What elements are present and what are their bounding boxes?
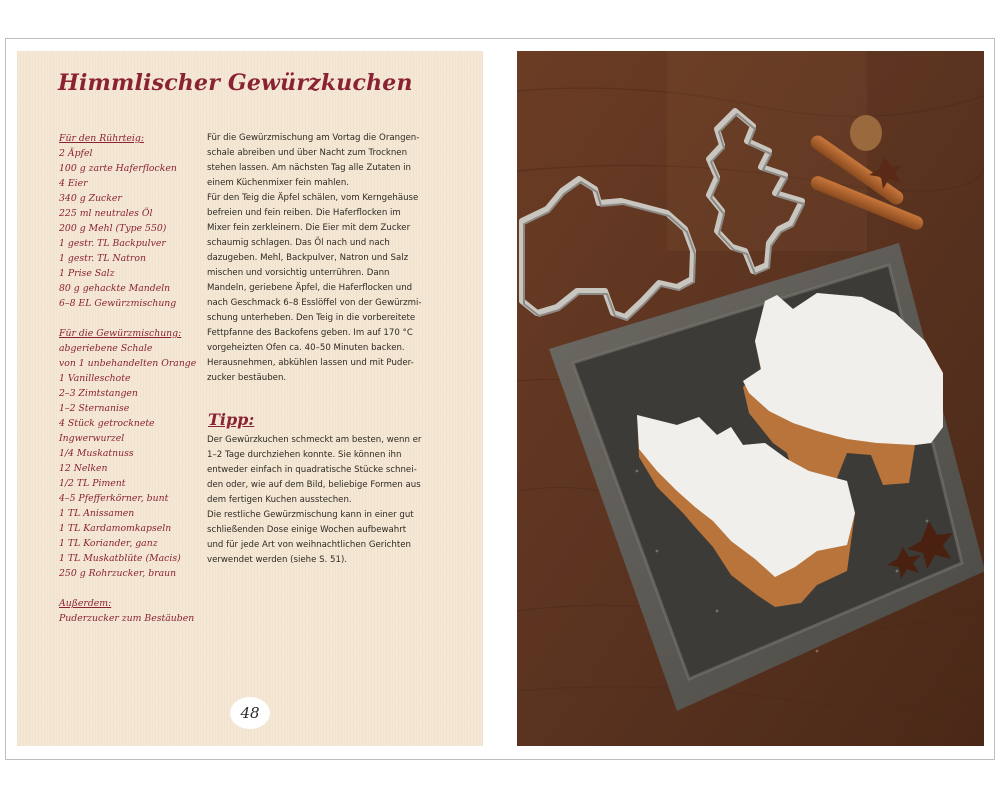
ingredient-line: 2 Äpfel — [59, 148, 93, 159]
ingredients-spice-heading: Für die Gewürzmischung: — [59, 328, 182, 339]
instruction-line: dazugeben. Mehl, Backpulver, Natron und Salz — [207, 253, 409, 263]
ingredients-spacer — [59, 581, 209, 596]
recipe-title: Himmlischer Gewürzkuchen — [58, 70, 413, 96]
ingredient-line: 80 g gehackte Mandeln — [59, 283, 171, 294]
ingredient-line: 250 g Rohrzucker, braun — [59, 568, 177, 579]
instruction-line: mischen und vorsichtig unterrühren. Dann — [207, 268, 390, 278]
ingredient-line: 2–3 Zimtstangen — [59, 388, 138, 399]
ingredient-line: 1 TL Muskatblüte (Macis) — [59, 553, 181, 564]
ingredient-line: 1 gestr. TL Backpulver — [59, 238, 166, 249]
instructions-text — [207, 131, 432, 386]
ingredient-line: 1–2 Sternanise — [59, 403, 130, 414]
ingredient-line: 1 TL Koriander, ganz — [59, 538, 158, 549]
ingredient-line: 12 Nelken — [59, 463, 108, 474]
page-number: 48 — [240, 704, 260, 722]
tip-line: verwendet werden (siehe S. 51). — [207, 555, 348, 565]
ingredient-line: 1/2 TL Piment — [59, 478, 126, 489]
ingredient-line: Ingwerwurzel — [59, 433, 125, 444]
page-number-badge — [230, 697, 270, 729]
ingredient-line: 340 g Zucker — [59, 193, 122, 204]
ingredient-line: 1 Vanilleschote — [59, 373, 131, 384]
tip-line: 1–2 Tage durchziehen konnte. Sie können ihn — [207, 450, 402, 460]
instruction-line: nach Geschmack 6–8 Esslöffel von der Gewürzmi- — [207, 298, 422, 308]
ingredient-line: 1 TL Kardamomkapseln — [59, 523, 172, 534]
ingredient-line: 4–5 Pfefferkörner, bunt — [59, 493, 169, 504]
instruction-line: befreien und fein reiben. Die Haferflocken im — [207, 208, 401, 218]
ingredient-line: Puderzucker zum Bestäuben — [59, 613, 195, 624]
photo-illustration — [517, 51, 984, 746]
ingredient-line: abgeriebene Schale — [59, 343, 153, 354]
ingredient-line: 200 g Mehl (Type 550) — [59, 223, 167, 234]
tip-line: den oder, wie auf dem Bild, beliebige Formen aus — [207, 480, 421, 490]
ingredients-dough-heading: Für den Rührteig: — [59, 133, 144, 144]
ingredients-spacer — [59, 311, 209, 326]
ingredient-line: 4 Eier — [59, 178, 88, 189]
instruction-line: zucker bestäuben. — [207, 373, 287, 383]
instruction-line: Mandeln, geriebene Äpfel, die Haferflocken und — [207, 283, 413, 293]
ingredient-line: 100 g zarte Haferflocken — [59, 163, 177, 174]
ingredient-line: 4 Stück getrocknete — [59, 418, 155, 429]
tip-text — [207, 433, 437, 568]
ingredient-line: 6–8 EL Gewürzmischung — [59, 298, 177, 309]
tip-line: entweder einfach in quadratische Stücke schnei- — [207, 465, 417, 475]
instruction-line: schung unterheben. Den Teig in die vorbereitete — [207, 313, 416, 323]
instruction-line: stehen lassen. Am nächsten Tag alle Zutaten in — [207, 163, 412, 173]
ingredient-line: 1 Prise Salz — [59, 268, 115, 279]
instruction-line: schaumig schlagen. Das Öl nach und nach — [207, 238, 390, 248]
ingredient-line: 1/4 Muskatnuss — [59, 448, 134, 459]
instruction-line: schale abreiben und über Nacht zum Trocknen — [207, 148, 408, 158]
tip-line: und für jede Art von weihnachtlichen Gerichten — [207, 540, 411, 550]
recipe-photo — [517, 51, 984, 746]
ingredients-extra-heading: Außerdem: — [59, 598, 112, 609]
instruction-line: Für den Teig die Äpfel schälen, vom Kerngehäuse — [207, 193, 419, 203]
ingredient-line: von 1 unbehandelten Orange — [59, 358, 197, 369]
ingredients-list — [59, 131, 209, 626]
instruction-line: Mixer fein zerkleinern. Die Eier mit dem Zucker — [207, 223, 411, 233]
tip-line: schließenden Dose einige Wochen aufbewahrt — [207, 525, 407, 535]
ingredient-line: 225 ml neutrales Öl — [59, 208, 153, 219]
nutmeg-icon — [850, 115, 882, 151]
instruction-line: Für die Gewürzmischung am Vortag die Orangen- — [207, 133, 420, 143]
instruction-line: Fettpfanne des Backofens geben. Im auf 170 °C — [207, 328, 413, 338]
ingredient-line: 1 TL Anissamen — [59, 508, 135, 519]
instruction-line: einem Küchenmixer fein mahlen. — [207, 178, 350, 188]
tip-line: dem fertigen Kuchen ausstechen. — [207, 495, 352, 505]
tip-heading: Tipp: — [208, 410, 255, 429]
instruction-line: vorgeheizten Ofen ca. 40–50 Minuten backen. — [207, 343, 405, 353]
tip-line: Der Gewürzkuchen schmeckt am besten, wenn er — [207, 435, 422, 445]
ingredient-line: 1 gestr. TL Natron — [59, 253, 146, 264]
tip-line: Die restliche Gewürzmischung kann in einer gut — [207, 510, 414, 520]
instruction-line: Herausnehmen, abkühlen lassen und mit Puder- — [207, 358, 414, 368]
